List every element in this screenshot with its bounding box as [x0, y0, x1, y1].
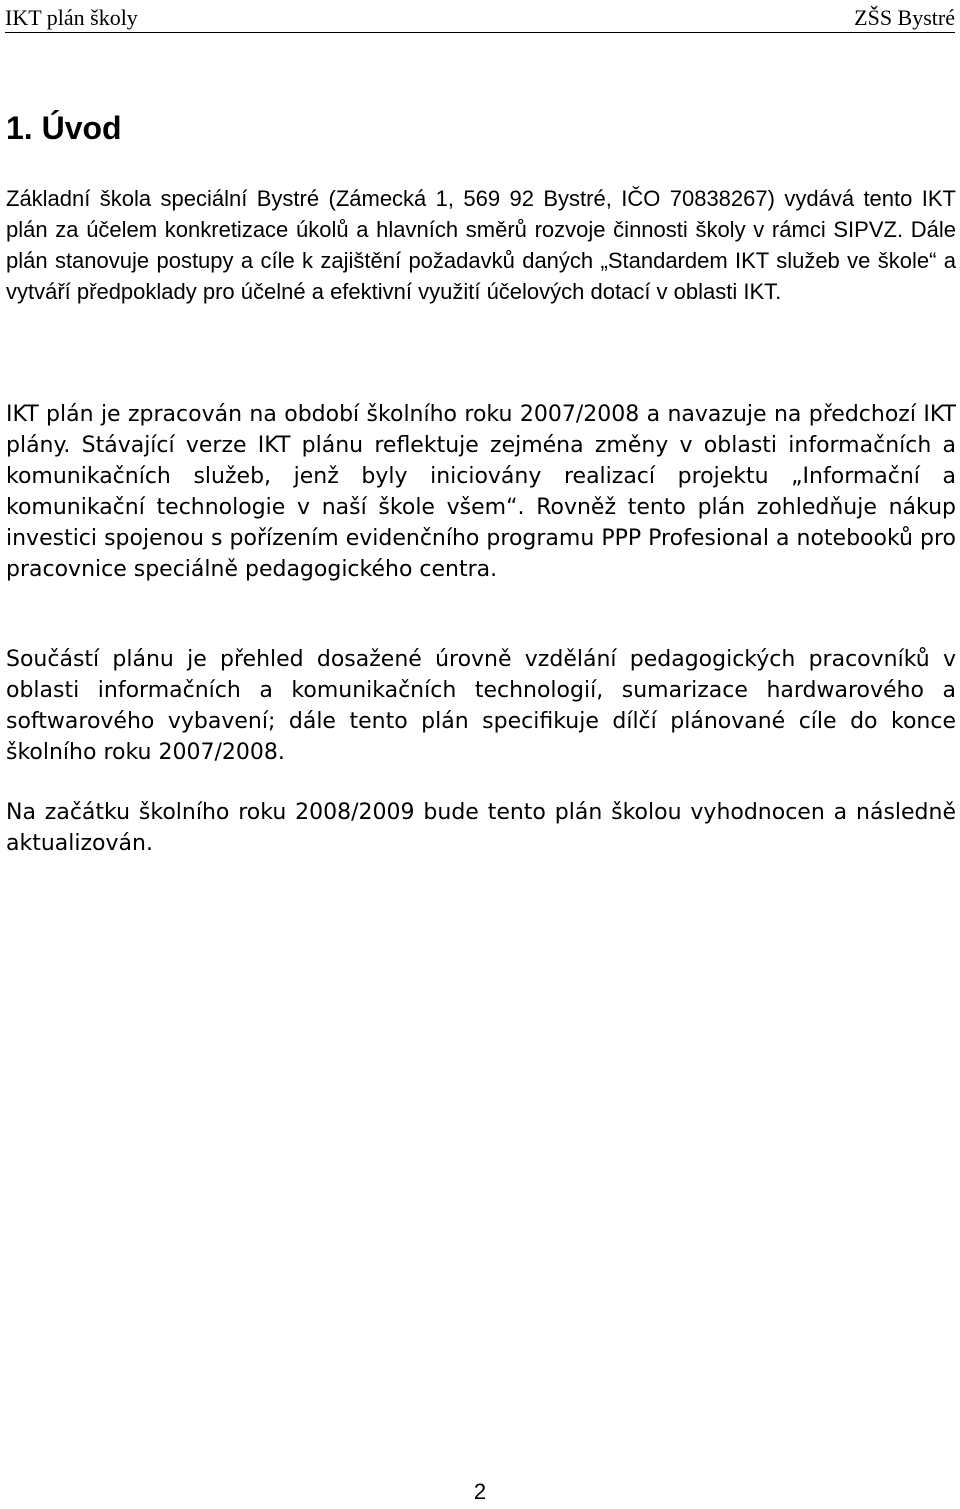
paragraph-contents: Součástí plánu je přehled dosažené úrovně vzdělání pedagogických pracovníků v oblasti informačních a komunikačních technologií, sumarizace hardwarového a softwarového vybavení; dále tento plán specifikuje dílčí plánované cíle do konce školního roku 2007/2008. — [6, 647, 956, 765]
section-heading: 1. Úvod — [6, 110, 122, 146]
paragraph-period-part-3: Rovněž tento plán zohledňuje nákup investici spojenou s pořízením evidenčního programu PPP Profesional a notebooků pro pracovnice speciálně pedagogického centra. — [6, 495, 956, 582]
paragraph-period-part-1: IKT plán je zpracován na období školního roku 2007/2008 a navazuje na předchozí IKT plány. — [6, 402, 956, 458]
paragraph-evaluation: Na začátku školního roku 2008/2009 bude tento plán školou vyhodnocen a následně aktualizován. — [6, 800, 956, 856]
page-number: 2 — [473, 1479, 487, 1504]
paragraph-period-part-2: Stávající verze IKT plánu reflektuje zejména změny v oblasti informačních a komunikačních služeb, jenž byly iniciovány realizací projektu „Informační a komunikační technologie v naší škole všem“. — [6, 433, 957, 520]
paragraph-period — [6, 399, 956, 585]
header-document-title: IKT plán školy — [5, 5, 138, 30]
page-header — [5, 4, 955, 33]
header-school-name: ZŠS Bystré — [854, 5, 955, 30]
paragraph-intro: Základní škola speciální Bystré (Zámecká 1, 569 92 Bystré, IČO 70838267) vydává tento IKT plán za účelem konkretizace úkolů a hlavních směrů rozvoje činnosti školy v rámci SIPVZ. Dále plán stanovuje postupy a cíle k zajištění požadavků daných „Standardem IKT služeb ve škole“ a vytváří předpoklady pro účelné a efektivní využití účelových dotací v oblasti IKT. — [6, 186, 956, 304]
